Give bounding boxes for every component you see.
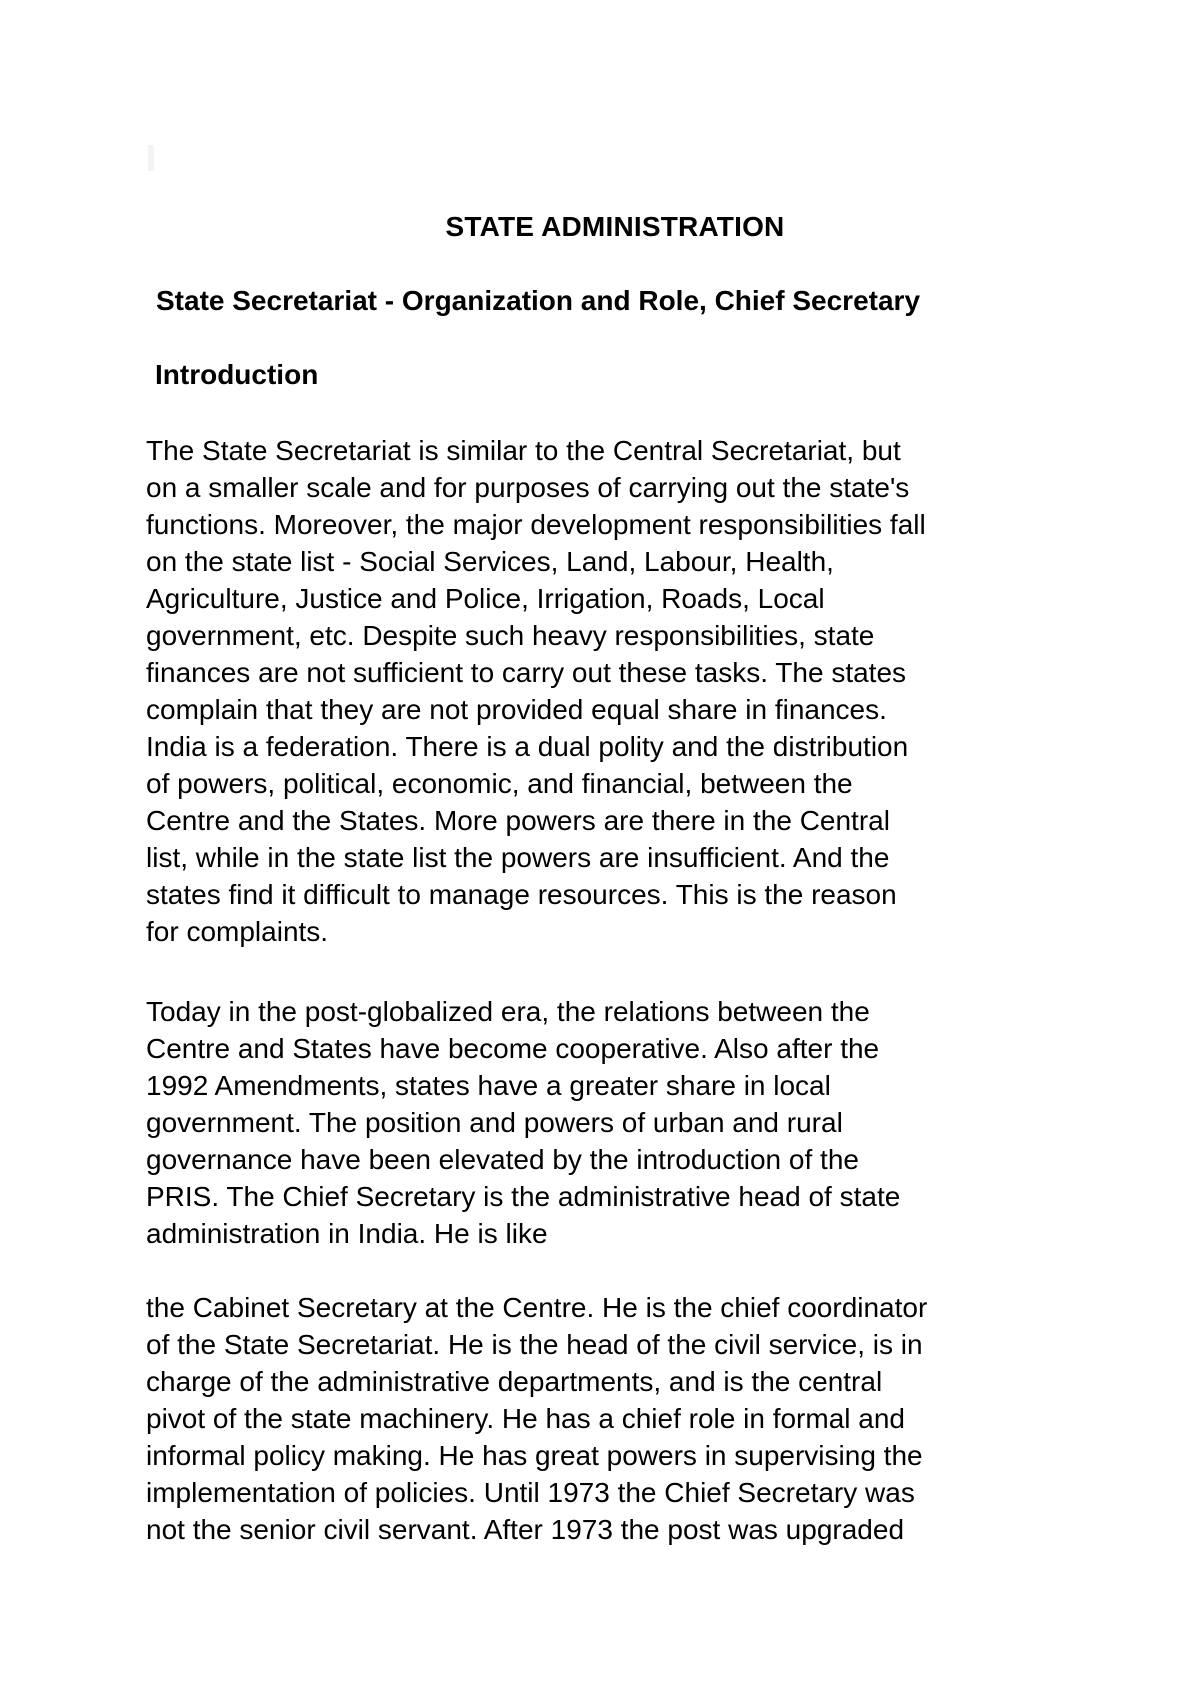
text-line: informal policy making. He has great powers in supervising the: [146, 1440, 923, 1471]
text-line: governance have been elevated by the introduction of the: [146, 1144, 859, 1175]
text-line: Centre and States have become cooperative. Also after the: [146, 1033, 880, 1064]
text-line: PRIS. The Chief Secretary is the administrative head of state: [146, 1181, 901, 1212]
text-line: administration in India. He is like: [146, 1218, 548, 1249]
text-line: functions. Moreover, the major development responsibilities fall: [146, 509, 926, 540]
text-line: on a smaller scale and for purposes of carrying out the state's: [146, 472, 910, 503]
text-line: complain that they are not provided equal share in finances.: [146, 694, 887, 725]
text-line: for complaints.: [146, 916, 329, 947]
text-line: not the senior civil servant. After 1973 the post was upgraded: [146, 1514, 905, 1545]
text-line: charge of the administrative departments, and is the central: [146, 1366, 883, 1397]
text-line: finances are not sufficient to carry out these tasks. The states: [146, 657, 907, 688]
text-line: the Cabinet Secretary at the Centre. He is the chief coordinator: [146, 1292, 928, 1323]
text-line: states find it difficult to manage resources. This is the reason: [146, 879, 897, 910]
text-line: government, etc. Despite such heavy responsibilities, state: [146, 620, 875, 651]
section-heading: Introduction: [155, 359, 319, 390]
paragraph-1: [146, 432, 926, 950]
text-line: government. The position and powers of urban and rural: [146, 1107, 843, 1138]
page-title: STATE ADMINISTRATION: [445, 211, 785, 242]
text-line: Today in the post-globalized era, the relations between the: [146, 996, 870, 1027]
paragraph-2: [146, 993, 900, 1252]
text-line: Agriculture, Justice and Police, Irrigation, Roads, Local: [146, 583, 825, 614]
text-line: pivot of the state machinery. He has a chief role in formal and: [146, 1403, 905, 1434]
paragraph-3: [146, 1289, 927, 1548]
text-line: The State Secretariat is similar to the Central Secretariat, but: [146, 435, 901, 466]
text-line: implementation of policies. Until 1973 the Chief Secretary was: [146, 1477, 915, 1508]
scan-mark: [148, 145, 154, 171]
text-line: on the state list - Social Services, Land, Labour, Health,: [146, 546, 834, 577]
text-line: Centre and the States. More powers are there in the Central: [146, 805, 890, 836]
text-line: of the State Secretariat. He is the head of the civil service, is in: [146, 1329, 923, 1360]
text-line: of powers, political, economic, and financial, between the: [146, 768, 853, 799]
page-subtitle: State Secretariat - Organization and Role, Chief Secretary: [156, 285, 921, 316]
text-line: 1992 Amendments, states have a greater share in local: [146, 1070, 831, 1101]
text-line: list, while in the state list the powers are insufficient. And the: [146, 842, 890, 873]
text-line: India is a federation. There is a dual polity and the distribution: [146, 731, 909, 762]
